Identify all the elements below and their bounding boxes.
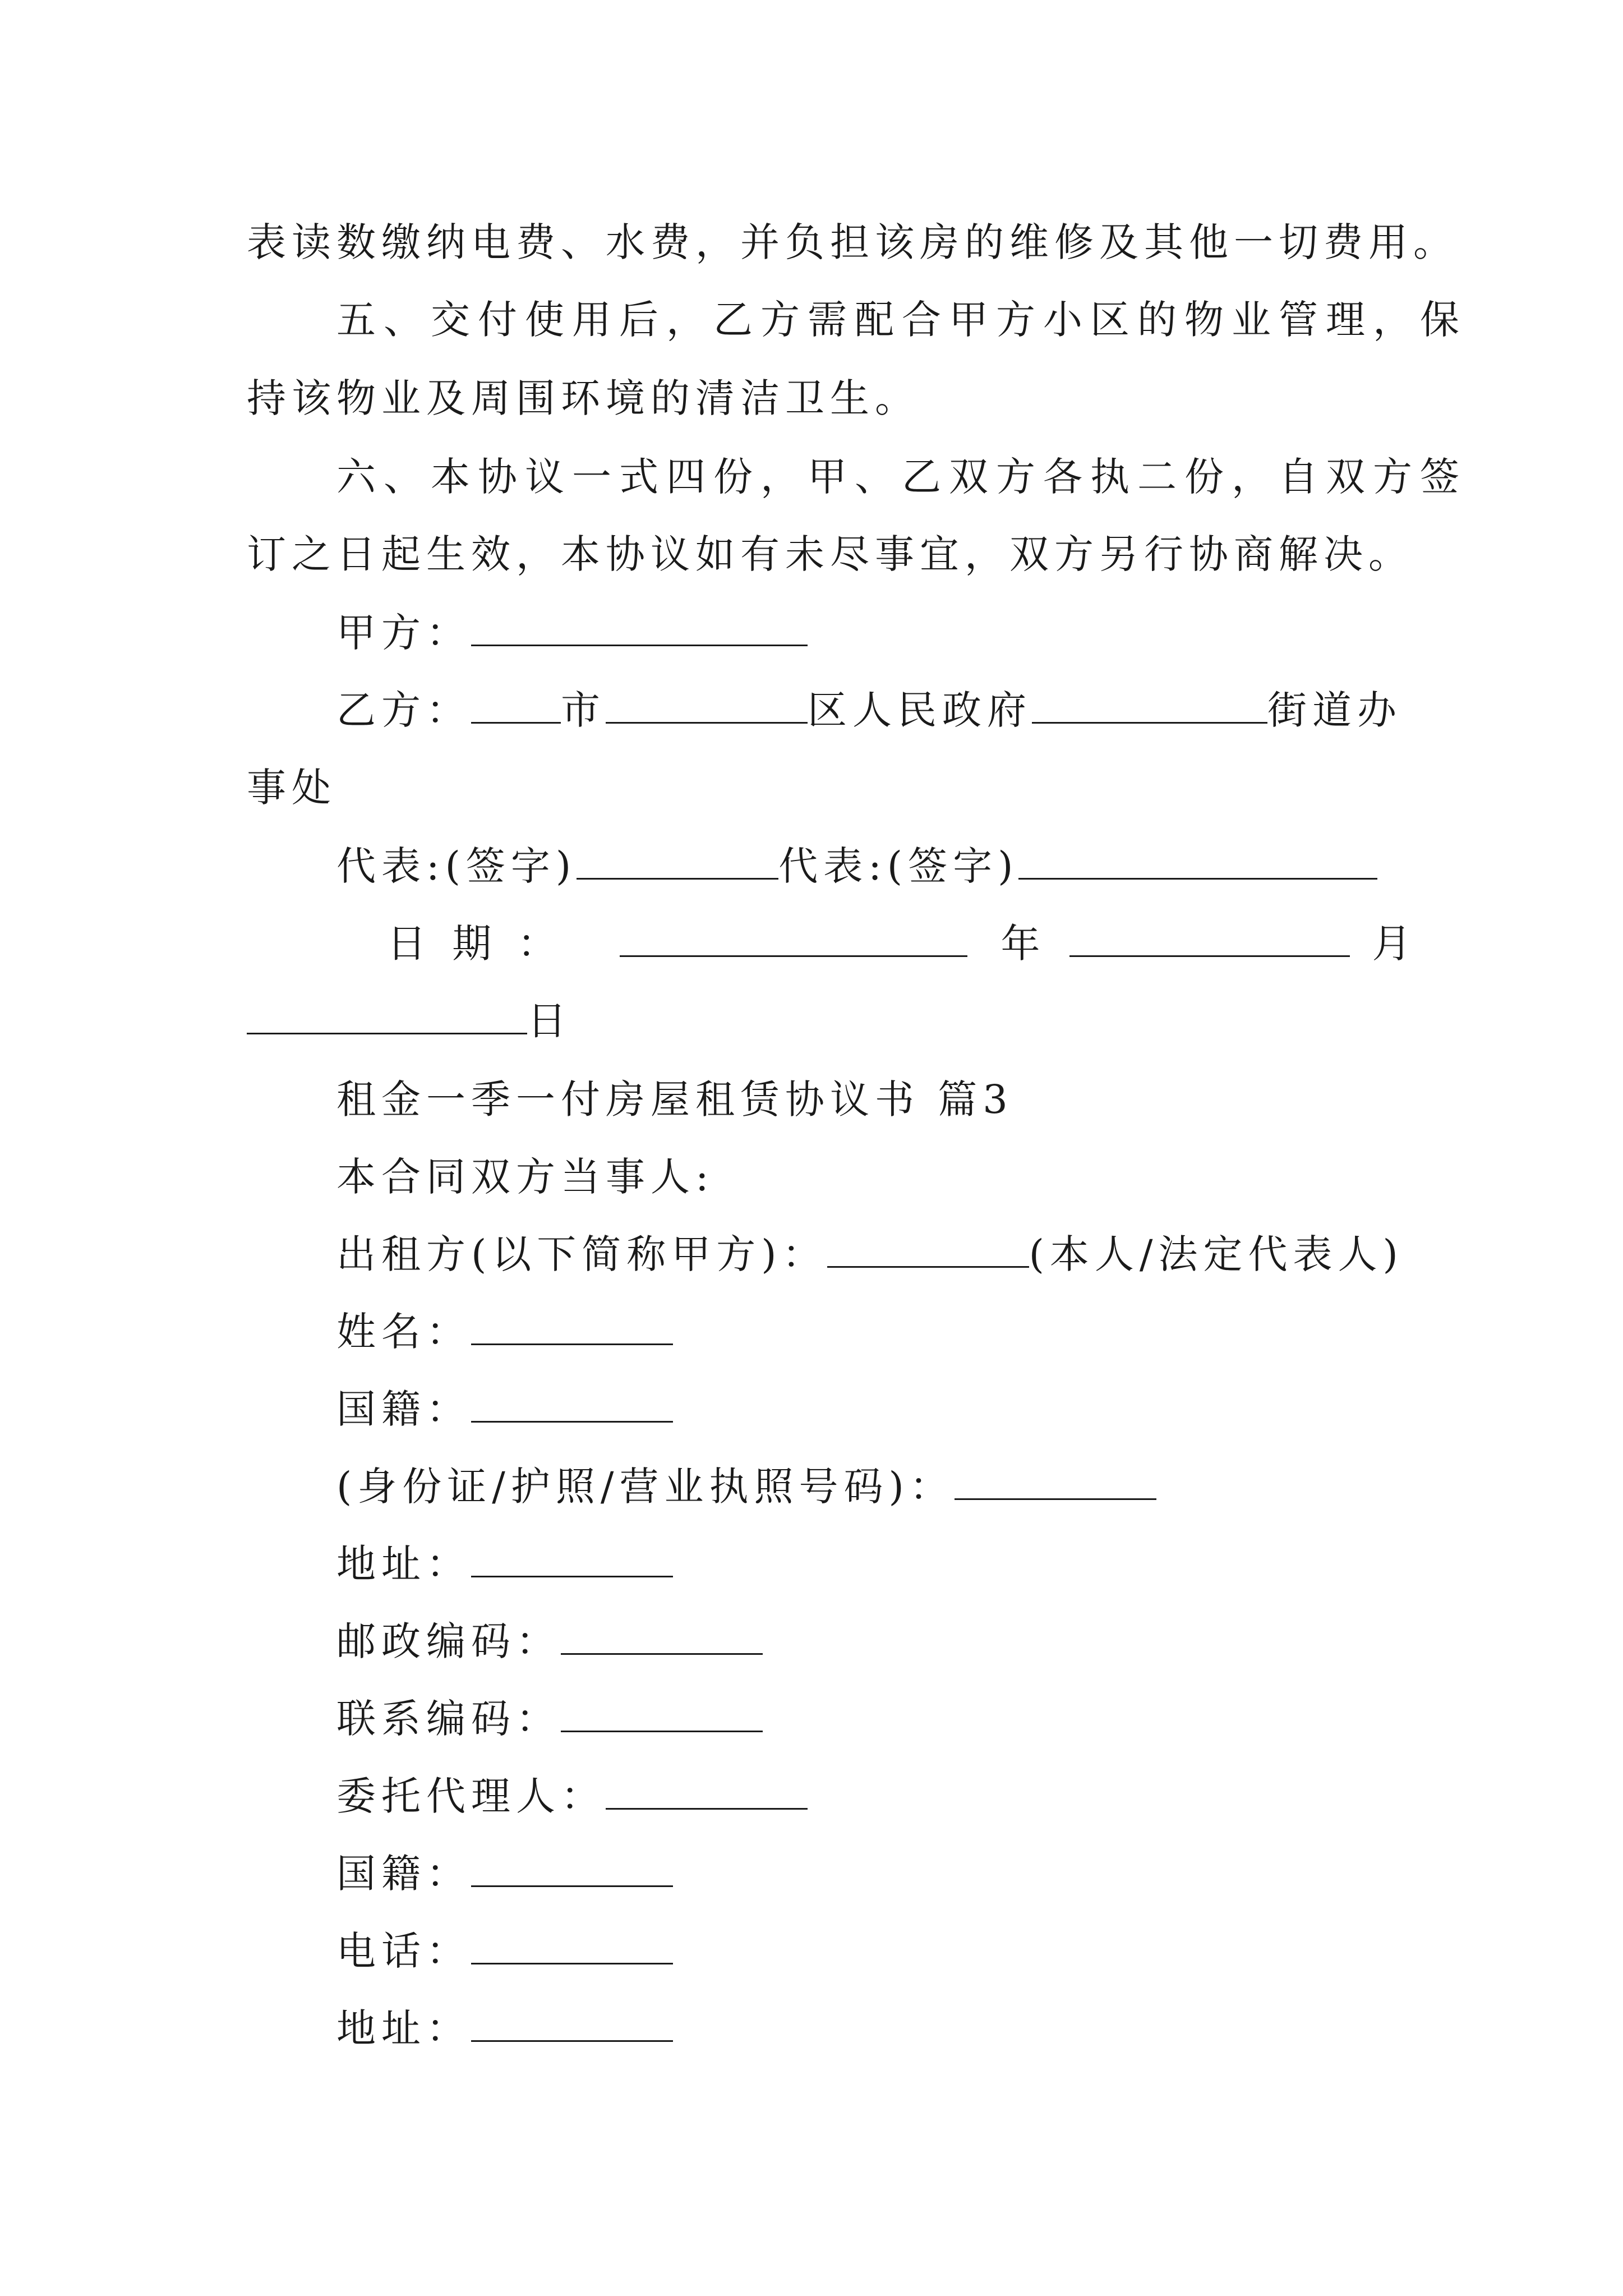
agent-nationality-label: 国籍：	[336, 1851, 471, 1897]
text-line	[336, 286, 1467, 353]
district-blank	[606, 688, 808, 724]
contact-code-line	[336, 1685, 1380, 1752]
year-blank	[620, 922, 967, 957]
party-a-label: 甲方：	[336, 610, 471, 656]
name-blank	[471, 1310, 673, 1345]
representative-a-label: 代表:(签字)	[336, 843, 577, 889]
text-line	[247, 365, 1380, 432]
month-blank	[1069, 922, 1350, 957]
representative-b-label: 代表:(签字)	[778, 843, 1019, 889]
day-label: 日	[527, 998, 572, 1044]
day-line	[247, 987, 1380, 1055]
representative-b-blank	[1018, 844, 1377, 880]
id-number-line	[336, 1453, 1380, 1520]
contact-code-blank	[561, 1697, 763, 1732]
postcode-label: 邮政编码：	[336, 1618, 561, 1664]
agent-address-line	[336, 1995, 1380, 2062]
nationality-label: 国籍：	[336, 1386, 471, 1432]
nationality-line	[336, 1375, 1380, 1443]
office-label: 事处	[247, 765, 336, 811]
parties-intro: 本合同双方当事人:	[336, 1154, 714, 1200]
id-number-blank	[955, 1465, 1156, 1500]
address-label: 地址：	[336, 1541, 471, 1587]
phone-label: 电话：	[336, 1928, 471, 1974]
month-label: 月	[1372, 921, 1418, 967]
party-a-blank	[471, 611, 808, 646]
day-blank	[247, 999, 527, 1034]
paragraph-6-start: 六、本协议一式四份，甲、乙双方各执二份，自双方签	[336, 454, 1467, 500]
date-label: 日 期 ：	[387, 921, 564, 967]
agent-label: 委托代理人：	[336, 1773, 606, 1819]
street-label: 街道办	[1267, 687, 1402, 733]
representative-a-blank	[577, 844, 778, 880]
paragraph-6-end: 订之日起生效，本协议如有未尽事宜，双方另行协商解决。	[247, 531, 1413, 577]
agent-line	[336, 1763, 1380, 1830]
phone-line	[336, 1917, 1380, 1985]
text-line	[247, 209, 1458, 276]
agent-address-blank	[471, 2007, 673, 2042]
city-label: 市	[561, 687, 606, 733]
year-label: 年	[1000, 921, 1047, 967]
name-label: 姓名：	[336, 1309, 471, 1355]
nationality-blank	[471, 1387, 673, 1423]
address-blank	[471, 1542, 673, 1577]
street-blank	[1032, 688, 1267, 724]
agent-nationality-line	[336, 1840, 1380, 1907]
postcode-blank	[561, 1619, 763, 1655]
representatives-line	[336, 832, 1380, 900]
section-title-line	[336, 1066, 1380, 1133]
paragraph-5-end: 持该物业及周围环境的清洁卫生。	[247, 375, 920, 421]
agent-blank	[606, 1774, 808, 1810]
lessor-line	[336, 1221, 1404, 1288]
paragraph-4-end: 表读数缴纳电费、水费，并负担该房的维修及其他一切费用。	[247, 219, 1458, 265]
party-a-line	[336, 599, 1380, 666]
id-number-label: (身份证/护照/营业执照号码)：	[336, 1464, 955, 1510]
lessor-suffix: (本人/法定代表人)	[1029, 1231, 1404, 1277]
name-line	[336, 1298, 1380, 1365]
city-blank	[471, 688, 561, 724]
text-line	[336, 1143, 1380, 1211]
date-line	[387, 910, 1418, 977]
text-line	[247, 754, 1380, 821]
district-label: 区人民政府	[808, 687, 1032, 733]
lessor-blank	[827, 1232, 1029, 1268]
section-title: 租金一季一付房屋租赁协议书 篇3	[336, 1076, 1013, 1122]
lessor-label: 出租方(以下简称甲方)：	[336, 1231, 827, 1277]
address-line	[336, 1530, 1380, 1598]
party-b-label: 乙方：	[336, 687, 471, 733]
phone-blank	[471, 1929, 673, 1964]
text-line	[336, 443, 1467, 510]
party-b-line	[336, 677, 1402, 744]
contact-code-label: 联系编码：	[336, 1696, 561, 1742]
postcode-line	[336, 1608, 1380, 1675]
paragraph-5-start: 五、交付使用后，乙方需配合甲方小区的物业管理，保	[336, 297, 1467, 343]
agent-address-label: 地址：	[336, 2005, 471, 2051]
text-line	[247, 521, 1413, 588]
agent-nationality-blank	[471, 1852, 673, 1887]
